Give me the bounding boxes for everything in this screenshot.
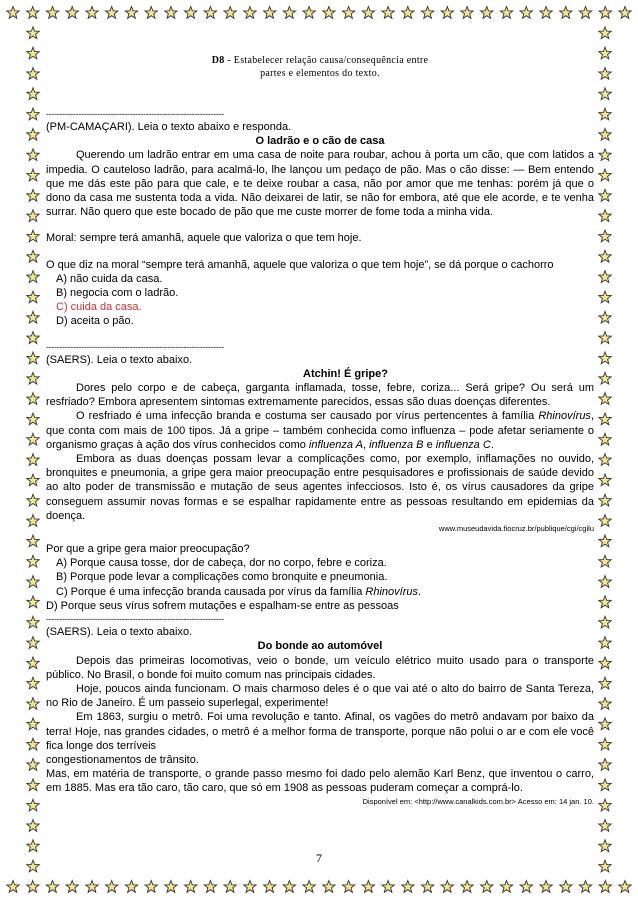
star-icon [599,799,611,811]
star-icon [599,230,611,242]
star-icon [27,494,39,506]
star-icon [27,820,39,832]
star-icon [599,149,611,161]
star-icon [46,881,58,893]
star-icon [421,7,433,19]
star-icon [303,7,315,19]
star-icon [323,7,335,19]
header-line-1: - Estabelecer relação causa/consequência entre [227,55,429,66]
q3-paragraph-4: Mas, em matéria de transporte, o grande passo mesmo foi dado pelo alemão Karl Benz, que inventou o carro, em 1885. Mas era tão caro, tão caro, que só em 1908 as pessoas puderam começar a comprá-lo. [46,768,594,795]
q2-option-b[interactable]: B) Porque pode levar a complicações como bronquite e pneumonia. [56,571,388,584]
star-icon [283,7,295,19]
q1-option-d[interactable]: D) aceita o pão. [56,315,134,328]
star-icon [599,759,611,771]
star-icon [27,698,39,710]
q2-paragraph-1: Dores pelo corpo e de cabeça, garganta inflamada, tosse, febre, coriza... Será gripe? Ou será um resfriado? Embora apresentem sintomas extremamente parecidos, essas são duas doenças diferentes. [46,382,594,409]
star-icon [27,616,39,628]
star-icon [244,881,256,893]
star-icon [27,311,39,323]
star-icon [362,7,374,19]
star-icon [500,7,512,19]
q1-source: (PM-CAMAÇARI). Leia o texto abaixo e responda. [46,121,292,133]
star-icon [106,7,118,19]
q2-paragraph-3: Embora as duas doenças possam levar a complicações como, por exemplo, inflamações no ouvido, bronquites e pneumonia, a gripe gera maior preocupação entre pesquisadores e profissionais de saúde devido ao alto poder de transmissão e mutação de seus agentes infecciosos. Isto é, os vírus causadores da gripe conseguem assumir novas formas e se espalhar rapidamente entre as pessoas resultando em epidemias da doença. [46,453,594,522]
page-content [46,54,594,807]
question-1 [46,120,594,329]
page-number: 7 [316,851,322,865]
question-2 [46,353,594,613]
star-icon [599,657,611,669]
star-icon [27,535,39,547]
star-icon [27,7,39,19]
star-icon [106,881,118,893]
star-icon [46,7,58,19]
star-icon [382,7,394,19]
star-icon [27,332,39,344]
star-icon [125,881,137,893]
star-icon [27,433,39,445]
q2-source: (SAERS). Leia o texto abaixo. [46,353,193,366]
star-icon [599,494,611,506]
star-icon [599,311,611,323]
star-icon [599,210,611,222]
star-icon [224,7,236,19]
star-icon [27,88,39,100]
star-icon [27,352,39,364]
q1-option-a[interactable]: A) não cuida da casa. [56,272,163,285]
star-icon [599,169,611,181]
q3-paragraph-3: Em 1863, surgiu o metrô. Foi uma revolução e tanto. Afinal, os vagões do metrô andavam por baixo da terra! Hoje, nas grandes cidades, o metrô é a melhor forma de transporte, porque não polui o ar e com ele você fica longe dos terríveis [46,711,594,752]
star-icon [66,7,78,19]
star-icon [27,637,39,649]
star-icon [481,7,493,19]
star-icon [204,7,216,19]
q3-citation: Disponível em: <http://www.canalkids.com.br> Acesso em: 14 jan. 10. [362,796,594,806]
star-icon [27,169,39,181]
star-icon [441,881,453,893]
star-icon [185,7,197,19]
star-icon [599,413,611,425]
star-icon [599,637,611,649]
star-icon [599,515,611,527]
star-icon [27,881,39,893]
star-icon [27,555,39,567]
star-icon [27,515,39,527]
star-icon [27,657,39,669]
star-icon [599,779,611,791]
star-icon [599,291,611,303]
star-icon [27,108,39,120]
star-icon [461,7,473,19]
star-icon [66,881,78,893]
star-icon [7,7,19,19]
star-icon [382,881,394,893]
star-icon [560,7,572,19]
star-icon [599,698,611,710]
star-icon [540,7,552,19]
star-icon [599,372,611,384]
star-icon [402,7,414,19]
star-icon [27,840,39,852]
star-icon [27,210,39,222]
star-icon [599,840,611,852]
star-icon [579,881,591,893]
star-icon [599,474,611,486]
star-icon [599,555,611,567]
separator: ------------------------------------------------------------------ [46,109,225,119]
star-icon [599,576,611,588]
star-icon [165,881,177,893]
star-icon [27,250,39,262]
star-icon [441,7,453,19]
star-icon [540,881,552,893]
star-icon [224,881,236,893]
q2-paragraph-2: O resfriado é uma infecção branda e costuma ser causado por vírus pertencentes à família Rhinovírus, que conta com mais de 100 tipos. Já a gripe – também conhecida como influenza – pode afetar seriamente o organismo graças à ação dos vírus conhecidos como influenza A, influenza B e influenza C. [46,410,594,451]
star-icon [599,68,611,80]
star-icon [599,393,611,405]
star-icon [579,7,591,19]
star-icon [244,7,256,19]
star-icon [185,881,197,893]
star-icon [599,47,611,59]
star-icon [86,7,98,19]
star-icon [27,68,39,80]
star-icon [599,189,611,201]
star-icon [520,7,532,19]
star-icon [599,454,611,466]
star-icon [599,129,611,141]
q3-title: Do bonde ao automóvel [257,640,383,653]
star-icon [599,250,611,262]
star-icon [204,881,216,893]
star-icon [599,881,611,893]
star-icon [27,291,39,303]
star-icon [421,881,433,893]
q1-option-b[interactable]: B) negocia com o ladrão. [56,287,179,300]
star-icon [342,881,354,893]
star-icon [264,7,276,19]
q2-option-c[interactable]: C) Porque é uma infecção branda causada por vírus da família Rhinovírus. [56,585,422,598]
star-icon [599,271,611,283]
star-icon [599,27,611,39]
star-icon [27,799,39,811]
star-icon [461,881,473,893]
star-icon [27,413,39,425]
star-icon [599,738,611,750]
star-icon [599,718,611,730]
star-icon [27,738,39,750]
q3-paragraph-3-end: congestionamentos de trânsito. [46,753,199,766]
star-icon [27,189,39,201]
star-icon [27,718,39,730]
q2-option-a[interactable]: A) Porque causa tosse, dor de cabeça, dor no corpo, febre e coriza. [56,557,387,570]
star-icon [27,454,39,466]
star-icon [264,881,276,893]
star-icon [27,230,39,242]
star-icon [402,881,414,893]
descriptor-code: D8 [211,55,225,66]
star-icon [27,372,39,384]
star-icon [599,433,611,445]
star-icon [145,881,157,893]
star-icon [599,88,611,100]
star-icon [599,7,611,19]
star-icon [27,27,39,39]
star-icon [27,474,39,486]
star-icon [619,7,631,19]
question-3 [46,625,594,806]
q1-moral: Moral: sempre terá amanhã, aquele que valoriza o que tem hoje. [46,232,362,245]
header-line-2: partes e elementos do texto. [260,68,380,79]
star-icon [599,677,611,689]
star-icon [500,881,512,893]
star-icon [481,881,493,893]
star-icon [303,881,315,893]
star-icon [27,759,39,771]
q1-text: Querendo um ladrão entrar em uma casa de noite para roubar, achou à porta um cão, que com latidos a impedia. O cauteloso ladrão, para acalmá-lo, lhe lançou um pedaço de pão. Mas o cão disse: — Bem entendo que me dás este pão para que cale, e te deixe roubar a casa, não por amor que me tenhas: porém já que o dono da casa me sustenta toda a vida. Não deixarei de latir, se não for embora, até que ele acorde, e te venha surrar. Não quero que este bocado de pão que me custe morrer de fome toda a minha vida. [46,149,594,219]
star-icon [599,332,611,344]
star-icon [619,881,631,893]
star-icon [599,616,611,628]
star-icon [599,596,611,608]
q2-option-d[interactable]: D) Porque seus vírus sofrem mutações e espalham-se entre as pessoas [46,599,399,612]
q3-paragraph-1: Depois das primeiras locomotivas, veio o bonde, um veículo elétrico muito usado para o transporte público. No Brasil, o bonde foi muito comum nas principais cidades. [46,654,594,681]
q3-source: (SAERS). Leia o texto abaixo. [46,626,193,639]
star-icon [27,129,39,141]
star-icon [27,47,39,59]
star-icon [323,881,335,893]
star-icon [342,7,354,19]
star-icon [283,881,295,893]
star-icon [7,881,19,893]
q2-source-url: www.museudavida.fiocruz.br/publique/cgi/cgilu [438,524,594,534]
star-icon [362,881,374,893]
star-icon [27,149,39,161]
star-icon [520,881,532,893]
q2-title: Atchin! É gripe? [303,367,388,380]
star-icon [27,596,39,608]
q1-option-c-answer[interactable]: C) cuida da casa. [56,301,142,314]
star-icon [27,576,39,588]
star-icon [599,352,611,364]
star-icon [599,820,611,832]
star-icon [27,779,39,791]
star-icon [165,7,177,19]
star-icon [125,7,137,19]
star-icon [145,7,157,19]
separator: ------------------------------------------------------------------ [46,614,225,625]
star-icon [27,271,39,283]
q2-question: Por que a gripe gera maior preocupação? [46,543,250,556]
star-icon [560,881,572,893]
header [46,54,594,80]
star-icon [86,881,98,893]
q1-title: O ladrão e o cão de casa [255,135,385,148]
star-icon [27,393,39,405]
q1-question: O que diz na moral “sempre terá amanhã, aquele que valoriza o que tem hoje”, se dá porque o cachorro [46,258,554,271]
star-icon [599,535,611,547]
q3-paragraph-2: Hoje, poucos ainda funcionam. O mais charmoso deles é o que vai até o alto do bairro de Santa Tereza, no Rio de Janeiro. É um passeio superlegal, experimente! [46,682,594,710]
star-icon [27,677,39,689]
star-icon [599,108,611,120]
separator: ------------------------------------------------------------------ [46,341,225,352]
